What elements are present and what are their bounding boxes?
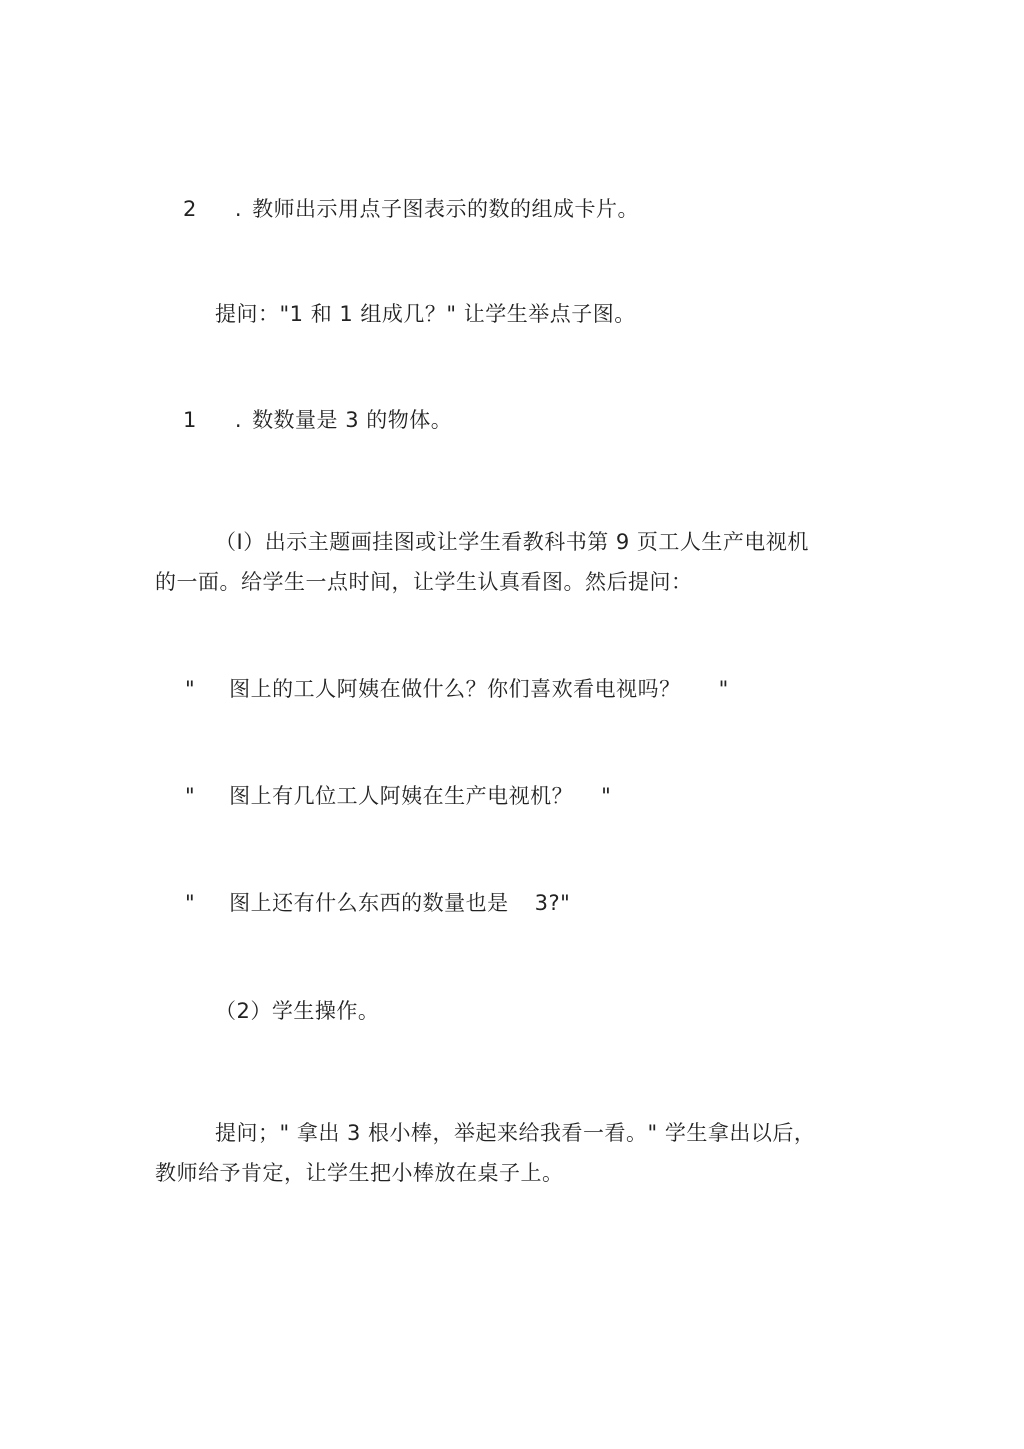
open-quote: " (185, 784, 196, 808)
open-quote: " (185, 677, 196, 701)
paragraph-text: 数数量是 3 的物体。 (252, 408, 453, 432)
list-dot: . (234, 408, 243, 432)
quote-text: 图上还有什么东西的数量也是 (229, 891, 509, 915)
paragraph-text: 的一面。给学生一点时间，让学生认真看图。然后提问： (155, 570, 693, 594)
list-item-1 (183, 404, 452, 436)
close-quote: " (601, 784, 612, 808)
quote-tail: 3?" (534, 891, 571, 915)
quote-line-2 (185, 780, 611, 812)
list-dot: . (234, 197, 243, 221)
paragraph-text: 教师出示用点子图表示的数的组成卡片。 (252, 197, 640, 221)
paragraph-text: （I）出示主题画挂图或让学生看教科书第 9 页工人生产电视机 (215, 530, 809, 554)
paragraph-text: 提问；" 拿出 3 根小棒，举起来给我看一看。" 学生拿出以后， (215, 1121, 816, 1145)
paragraph-text: 教师给予肯定，让学生把小棒放在桌子上。 (155, 1161, 564, 1185)
paragraph-text: （2）学生操作。 (215, 999, 380, 1023)
list-item-2 (183, 193, 639, 225)
paragraph-step-1-line-1 (215, 526, 809, 558)
quote-line-3 (185, 887, 570, 919)
paragraph-final-line-1 (215, 1117, 815, 1149)
paragraph-step-1-line-2 (155, 566, 693, 598)
quote-text: 图上有几位工人阿姨在生产电视机？ (229, 784, 574, 808)
list-number: 1 (183, 408, 197, 432)
paragraph-text: 提问："1 和 1 组成几？" 让学生举点子图。 (215, 302, 636, 326)
close-quote: " (718, 677, 729, 701)
quote-line-1 (185, 673, 729, 705)
quote-text: 图上的工人阿姨在做什么？你们喜欢看电视吗？ (229, 677, 681, 701)
open-quote: " (185, 891, 196, 915)
list-number: 2 (183, 197, 197, 221)
paragraph-question (215, 298, 636, 330)
paragraph-step-2 (215, 995, 379, 1027)
paragraph-final-line-2 (155, 1157, 564, 1189)
